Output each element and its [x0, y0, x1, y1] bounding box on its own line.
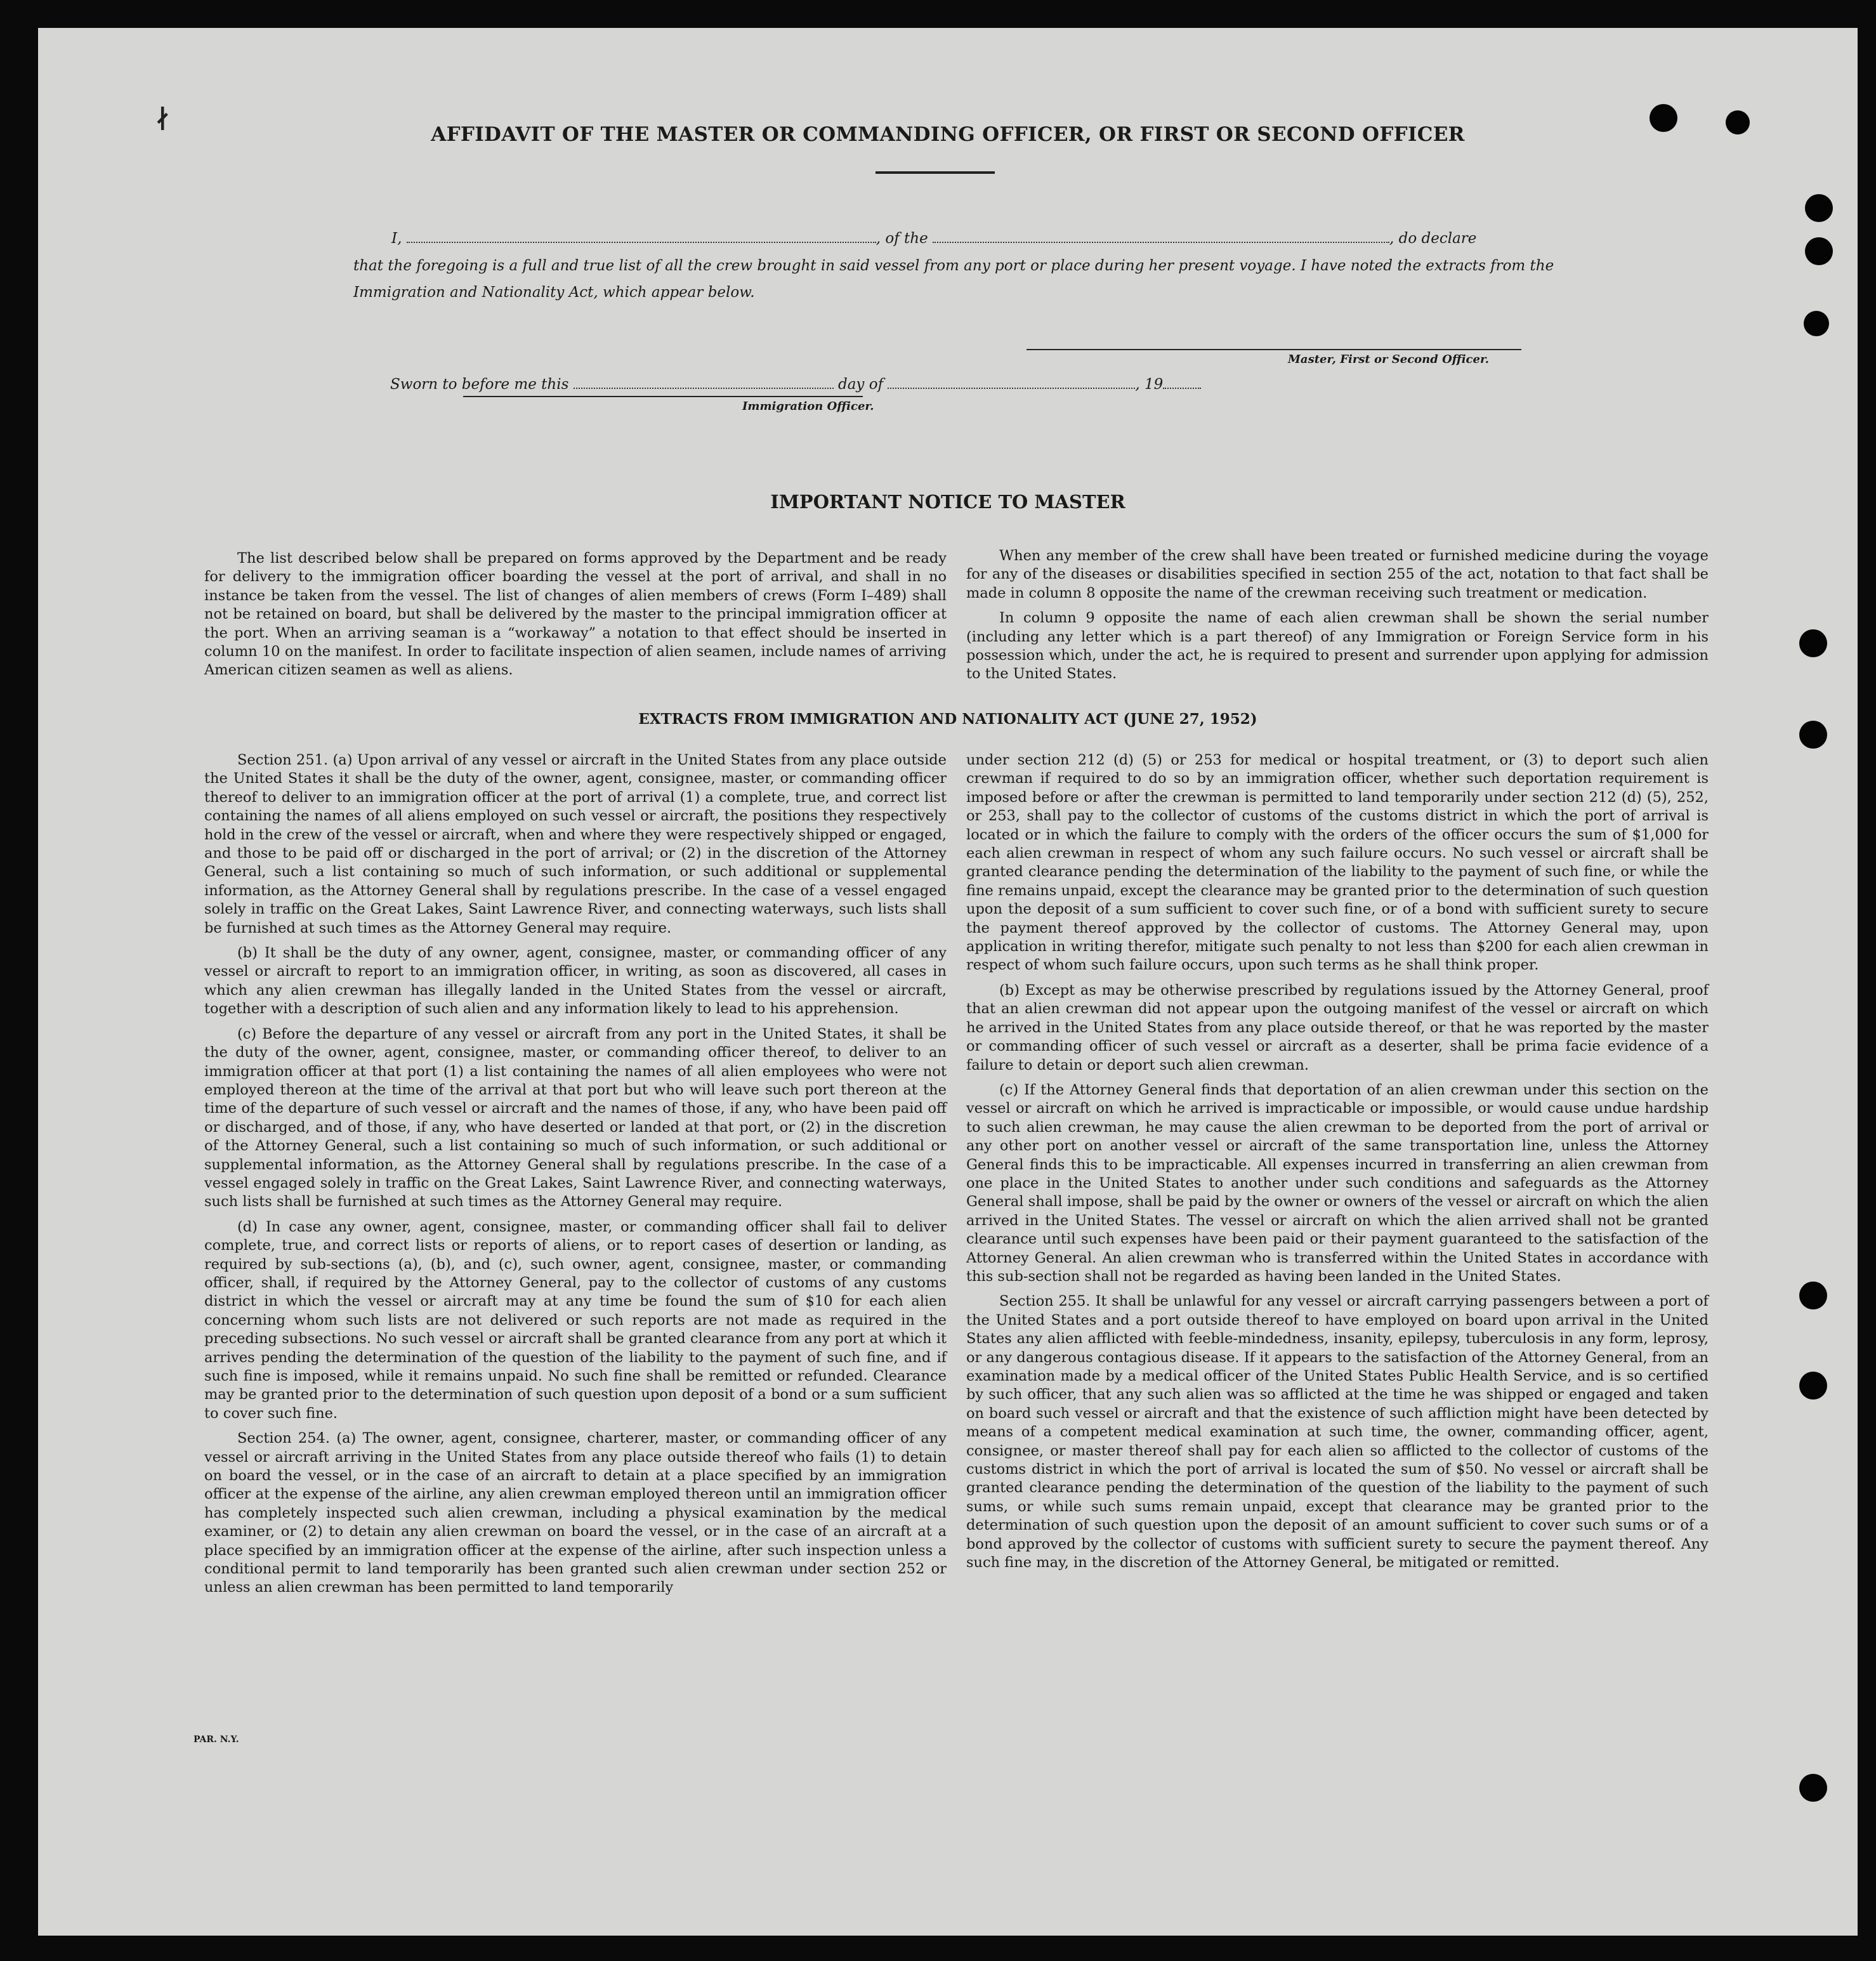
- sworn-year-field[interactable]: [1163, 374, 1201, 389]
- document-page: [38, 28, 1858, 1936]
- master-signature-label: Master, First or Second Officer.: [1288, 353, 1490, 366]
- declarant-name-field[interactable]: [407, 228, 876, 243]
- extracts-right-column: [966, 751, 1709, 1578]
- extract-paragraph: (d) In case any owner, agent, consignee, master, or commanding officer shall fail to deliver complete, true, and correct lists or reports of aliens, or to report cases of desertion or landing, as required by sub-sections (a), (b), and (c), such owner, agent, consignee, master, or commanding officer, shall, if required by the Attorney General, pay to the collector of customs of any customs district in which the vessel or aircraft may at any time be found the sum of $10 for each alien concerning whom such lists are not delivered or such reports are not made as required in the preceding subsections. No such vessel or aircraft shall be granted clearance from any port at which it arrives pending the determination of the question of the liability to the payment of such fine, and if such fine is imposed, while it remains unpaid. No such fine shall be remitted or refunded. Clearance may be granted prior to the determination of such question upon deposit of a bond or a sum sufficient to cover such fine.: [204, 1218, 947, 1422]
- vessel-name-field[interactable]: [933, 228, 1389, 243]
- extracts-title: EXTRACTS FROM IMMIGRATION AND NATIONALITY ACT (JUNE 27, 1952): [638, 711, 1257, 728]
- extract-paragraph: (c) Before the departure of any vessel or aircraft from any port in the United States, it shall be the duty of the owner, agent, consignee, master, or commanding officer thereof, to deliver to an immigration officer at that port (1) a list containing the names of all alien employees who were not employed thereon at the time of the arrival at that port but who will leave such port thereon at the time of the departure of such vessel or aircraft and the names of those, if any, who have been paid off or discharged, and of those, if any, who have deserted or landed at that port, or (2) in the discretion of the Attorney General, such a list containing so much of such information, or such additional or supplemental information, as the Attorney General shall by regulations prescribe. In the case of a vessel engaged solely in traffic on the Great Lakes, Saint Lawrence River, and connecting waterways, such lists shall be furnished at such times as the Attorney General may require.: [204, 1025, 947, 1210]
- immigration-officer-signature-line[interactable]: [463, 396, 863, 397]
- printer-mark: PAR. N.Y.: [194, 1735, 239, 1745]
- binder-hole-3: [1805, 194, 1833, 222]
- notice-left-column: [204, 549, 947, 686]
- sworn-label: Sworn to before me this: [390, 376, 569, 393]
- immigration-officer-label: Immigration Officer.: [742, 400, 874, 413]
- i-label: I,: [391, 230, 402, 247]
- notice-right-paragraph: In column 9 opposite the name of each alien crewman shall be shown the serial number (including any letter which is a part thereof) of any Immigration or Foreign Service form in his possession which, under the act, he is required to present and surrender upon applying for admission to the United States.: [966, 610, 1709, 683]
- binder-hole-4: [1805, 237, 1833, 265]
- binder-hole-5: [1804, 311, 1829, 336]
- notice-right-column: [966, 547, 1709, 690]
- title-rule: [876, 171, 995, 174]
- extract-paragraph: (c) If the Attorney General finds that deportation of an alien crewman under this section on the vessel or aircraft on which he arrived is impracticable or impossible, or would cause undue hardship to such alien crewman, he may cause the alien crewman to be deported from the port of arrival or any other port on another vessel or aircraft of the same transportation line, unless the Attorney General finds this to be impracticable. All expenses incurred in transferring an alien crewman from one place in the United States to another under such conditions and safeguards as the Attorney General shall impose, shall be paid by the owner or owners of the vessel or aircraft on which the alien arrived in the United States. The vessel or aircraft on which the alien arrived shall not be granted clearance until such expenses have been paid or their payment guaranteed to the satisfaction of the Attorney General. An alien crewman who is transferred within the United States in accordance with this sub-section shall not be regarded as having been landed in the United States.: [966, 1081, 1709, 1285]
- declaration-text: that the foregoing is a full and true list of all the crew brought in said vessel from any port or place during her present voyage. I have noted the extracts from the Immigration and Nationality Act, which appear below.: [353, 258, 1554, 301]
- extract-paragraph: Section 251. (a) Upon arrival of any vessel or aircraft in the United States from any place outside the United States it shall be the duty of the owner, agent, consignee, master, or commanding officer thereof to deliver to an immigration officer at the port of arrival (1) a complete, true, and correct list containing the names of all aliens employed on such vessel or aircraft, the positions they respectively hold in the crew of the vessel or aircraft, when and where they were respectively shipped or engaged, and those to be paid off or discharged in the port of arrival; or (2) in the discretion of the Attorney General, such a list containing so much of such information, or such additional or supplemental information, as the Attorney General shall by regulations prescribe. In the case of a vessel engaged solely in traffic on the Great Lakes, Saint Lawrence River, and connecting waterways, such lists shall be furnished at such times as the Attorney General may require.: [204, 752, 947, 936]
- extract-paragraph: Section 255. It shall be unlawful for any vessel or aircraft carrying passengers between a port of the United States and a port outside thereof to have employed on board upon arrival in the United States any alien afflicted with feeble-mindedness, insanity, epilepsy, tuberculosis in any form, leprosy, or any dangerous contagious disease. If it appears to the satisfaction of the Attorney General, from an examination made by a medical officer of the United States Public Health Service, and is so certified by such officer, that any such alien was so afflicted at the time he was shipped or engaged and taken on board such vessel or aircraft and that the existence of such affliction might have been detected by means of a competent medical examination at such time, the owner, commanding officer, agent, consignee, or master thereof shall pay for each alien so afflicted to the collector of customs of the customs district in which the port of arrival is located the sum of $50. No vessel or aircraft shall be granted clearance pending the determination of the question of the liability to the payment of such sums, or while such sums remain unpaid, except that clearance may be granted prior to the determination of such question upon the deposit of an amount sufficient to cover such sums or of a bond approved by the collector of customs with sufficient surety to secure the payment thereof. Any such fine may, in the discretion of the Attorney General, be mitigated or remitted.: [966, 1293, 1709, 1571]
- binder-hole-10: [1799, 1774, 1827, 1802]
- master-signature-line[interactable]: [1027, 349, 1521, 350]
- year-label: , 19: [1135, 376, 1164, 393]
- binder-hole-6: [1799, 629, 1827, 657]
- do-declare-label: , do declare: [1389, 230, 1477, 247]
- corner-mark: ∤: [155, 104, 171, 134]
- sworn-month-field[interactable]: [888, 374, 1135, 389]
- extract-paragraph: (b) It shall be the duty of any owner, agent, consignee, master, or commanding officer of any vessel or aircraft to report to an immigration officer, in writing, as soon as discovered, all cases in which any alien crewman has illegally landed in the United States from the vessel or aircraft, together with a description of such alien and any information likely to lead to his apprehension.: [204, 945, 947, 1018]
- of-the-label: , of the: [876, 230, 928, 247]
- notice-title: IMPORTANT NOTICE TO MASTER: [770, 491, 1125, 513]
- extract-paragraph: Section 254. (a) The owner, agent, consignee, charterer, master, or commanding officer of any vessel or aircraft arriving in the United States from any place outside thereof who fails (1) to detain on board the vessel, or in the case of an aircraft to detain at a place specified by an immigration officer at the expense of the airline, any alien crewman employed thereon until an immigration officer has completely inspected such alien crewman, including a physical examination by the medical examiner, or (2) to detain any alien crewman on board the vessel, or in the case of an aircraft at a place specified by an immigration officer at the expense of the airline, after such inspection unless a conditional permit to land temporarily has been granted such alien crewman under section 252 or unless an alien crewman has been permitted to land temporarily: [204, 1430, 947, 1596]
- binder-hole-8: [1799, 1282, 1827, 1309]
- extract-paragraph: (b) Except as may be otherwise prescribed by regulations issued by the Attorney General, proof that an alien crewman did not appear upon the outgoing manifest of the vessel or aircraft on which he arrived in the United States from any place outside thereof, or that he was reported by the master or commanding officer of such vessel or aircraft as a deserter, shall be prima facie evidence of a failure to detain or deport such alien crewman.: [966, 981, 1709, 1073]
- binder-hole-9: [1799, 1372, 1827, 1400]
- sworn-line: [390, 371, 1596, 398]
- declaration-fill-line: [391, 225, 1597, 253]
- affidavit-title: AFFIDAVIT OF THE MASTER OR COMMANDING OFFICER, OR FIRST OR SECOND OFFICER: [431, 123, 1465, 146]
- sworn-day-field[interactable]: [574, 374, 834, 389]
- notice-left-paragraph: The list described below shall be prepared on forms approved by the Department and be ready for delivery to the immigration officer boarding the vessel at the port of arrival, and shall in no instance be taken from the vessel. The list of changes of alien members of crews (Form I–489) shall not be retained on board, but shall be delivered by the master to the principal immigration officer at the port. When an arriving seaman is a “workaway” a notation to that effect should be inserted in column 10 on the manifest. In order to facilitate inspection of alien seamen, include names of arriving American citizen seamen as well as aliens.: [204, 550, 947, 679]
- extract-paragraph: under section 212 (d) (5) or 253 for medical or hospital treatment, or (3) to deport such alien crewman if required to do so by an immigration officer, whether such deportation requirement is imposed before or after the crewman is permitted to land temporarily under section 212 (d) (5), 252, or 253, shall pay to the collector of customs of the customs district in which the port of arrival is located or in which the failure to comply with the orders of the officer occurs the sum of $1,000 for each alien crewman in respect of whom any such failure occurs. No such vessel or aircraft shall be granted clearance pending the determination of the liability to the payment of such fine, or while the fine remains unpaid, except the clearance may be granted prior to the determination of such question upon the deposit of a sum sufficient to cover such fine, or of a bond with sufficient surety to secure the payment thereof approved by the collector of customs. The Attorney General may, upon application in writing therefor, mitigate such penalty to not less than $200 for each alien crewman in respect of whom such failure occurs, upon such terms as he shall think proper.: [966, 752, 1709, 974]
- notice-right-paragraph: When any member of the crew shall have been treated or furnished medicine during the voyage for any of the diseases or disabilities specified in section 255 of the act, notation to that fact shall be made in column 8 opposite the name of the crewman receiving such treatment or medication.: [966, 548, 1709, 601]
- extracts-left-column: [204, 751, 947, 1604]
- day-of-label: day of: [838, 376, 884, 393]
